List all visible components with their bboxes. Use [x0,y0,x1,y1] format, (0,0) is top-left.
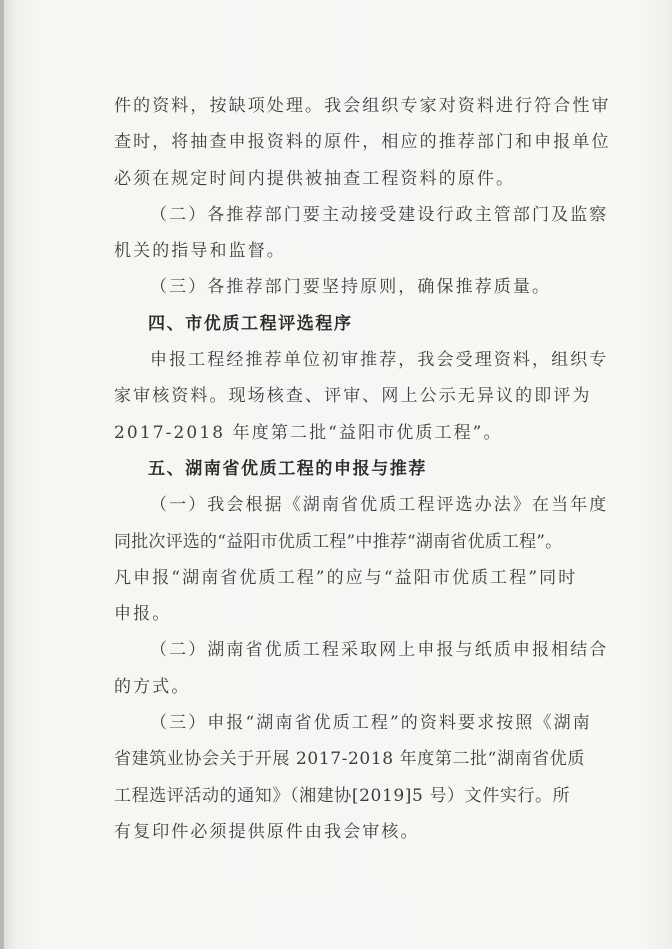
body-line: 凡申报“湖南省优质工程”的应与“益阳市优质工程”同时 [114,567,578,588]
section-heading: 五、湖南省优质工程的申报与推荐 [148,458,427,479]
paragraph-line: （三）各推荐部门要坚持原则，确保推荐质量。 [150,277,552,298]
body-line: 2017-2018 年度第二批“益阳市优质工程”。 [114,422,503,443]
body-line: 省建筑业协会关于开展 2017-2018 年度第二批“湖南省优质 [114,749,585,770]
body-line: 家审核资料。现场核查、评审、网上公示无异议的即评为 [114,386,592,407]
section-heading: 四、市优质工程评选程序 [148,313,353,334]
body-line: 申报。 [114,604,172,625]
paragraph-line: （三）申报“湖南省优质工程”的资料要求按照《湖南 [150,713,592,734]
document-body [114,88,611,850]
body-line: 机关的指导和监督。 [114,241,286,262]
scan-edge-shadow [0,0,4,949]
paragraph-line: （二）各推荐部门要主动接受建设行政主管部门及监察 [150,204,609,225]
body-line: 查时，将抽查申报资料的原件，相应的推荐部门和申报单位 [114,132,611,153]
body-line: 有复印件必须提供原件由我会审核。 [114,821,420,842]
body-line: 必须在规定时间内提供被抽查工程资料的原件。 [114,168,516,189]
body-line: 的方式。 [114,676,191,697]
paragraph-line: 申报工程经推荐单位初审推荐，我会受理资料，组织专 [150,350,609,371]
body-line: 同批次评选的“益阳市优质工程”中推荐“湖南省优质工程”。 [114,531,563,552]
body-line: 工程选评活动的通知》（湘建协[2019]5 号）文件实行。所 [114,785,571,806]
paragraph-line: （二）湖南省优质工程采取网上申报与纸质申报相结合 [150,640,609,661]
body-line: 件的资料，按缺项处理。我会组织专家对资料进行符合性审 [114,96,611,116]
paragraph-line: （一）我会根据《湖南省优质工程评选办法》在当年度 [150,495,609,516]
